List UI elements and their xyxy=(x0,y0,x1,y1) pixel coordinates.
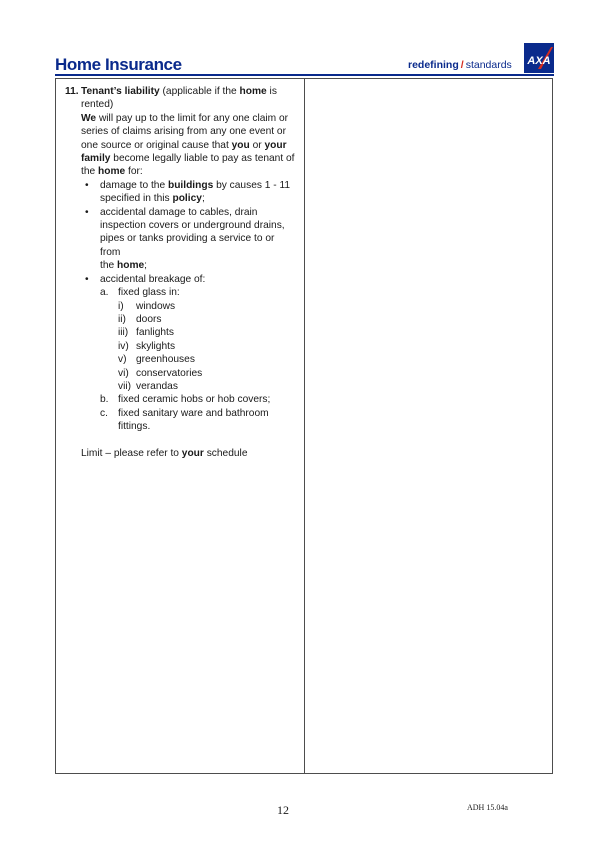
list-item-continuation: pipes or tanks providing a service to or from xyxy=(100,233,275,258)
intro-line-3: one source or original cause that you or your xyxy=(81,139,287,151)
header-rule xyxy=(55,74,554,76)
list-item: • accidental breakage of: xyxy=(85,273,206,285)
sub-item-a: a. fixed glass in: xyxy=(100,287,180,299)
glass-item: iv) skylights xyxy=(118,340,176,352)
list-item: • damage to the buildings by causes 1 - 11 xyxy=(85,179,291,191)
brand-tagline xyxy=(408,59,512,71)
section-number: 11. xyxy=(65,86,79,97)
logo-text: AXA xyxy=(527,55,551,67)
document-reference: ADH 15.04a xyxy=(467,803,508,812)
column-divider xyxy=(304,79,305,773)
bullet-icon: • xyxy=(85,273,89,285)
intro-line-1: We will pay up to the limit for any one claim or xyxy=(81,112,289,124)
glass-item: v) greenhouses xyxy=(118,354,195,366)
glass-item: i) windows xyxy=(118,300,176,312)
heading-continuation: rented) xyxy=(81,99,114,111)
section-heading-title: Tenant’s liability xyxy=(81,86,160,97)
intro-line-4: family become legally liable to pay as tenant of xyxy=(81,153,295,165)
section-heading: 11. Tenant’s liability (applicable if the home is xyxy=(65,86,277,97)
content-table xyxy=(55,78,553,774)
page-number: 12 xyxy=(277,803,289,817)
sub-item-c: c. fixed sanitary ware and bathroom xyxy=(100,407,269,419)
glass-item: vi) conservatories xyxy=(118,367,203,379)
intro-line-2: series of claims arising from any one event or xyxy=(81,126,286,138)
list-item-continuation: the home; xyxy=(100,260,148,272)
tagline-slash: / xyxy=(460,59,464,71)
tagline-rest: standards xyxy=(465,59,512,71)
intro-line-5: the home for: xyxy=(81,166,143,178)
bullet-icon: • xyxy=(85,179,89,191)
list-item-continuation: inspection covers or underground drains, xyxy=(100,220,285,232)
glass-item: vii) verandas xyxy=(118,380,178,392)
limit-line: Limit – please refer to your schedule xyxy=(81,447,248,459)
spacer xyxy=(65,434,297,447)
glass-item: iii) fanlights xyxy=(118,327,174,339)
glass-item: ii) doors xyxy=(118,313,162,325)
left-column xyxy=(65,85,297,460)
sub-item-b: b. fixed ceramic hobs or hob covers; xyxy=(100,394,271,406)
tagline-bold: redefining xyxy=(408,59,459,71)
page-title: Home Insurance xyxy=(55,55,182,74)
list-item-continuation: specified in this policy; xyxy=(100,193,205,205)
sub-item-c-continuation: fittings. xyxy=(118,421,151,433)
axa-logo-icon xyxy=(524,43,554,73)
bullet-icon: • xyxy=(85,206,89,218)
list-item: • accidental damage to cables, drain xyxy=(85,206,258,218)
